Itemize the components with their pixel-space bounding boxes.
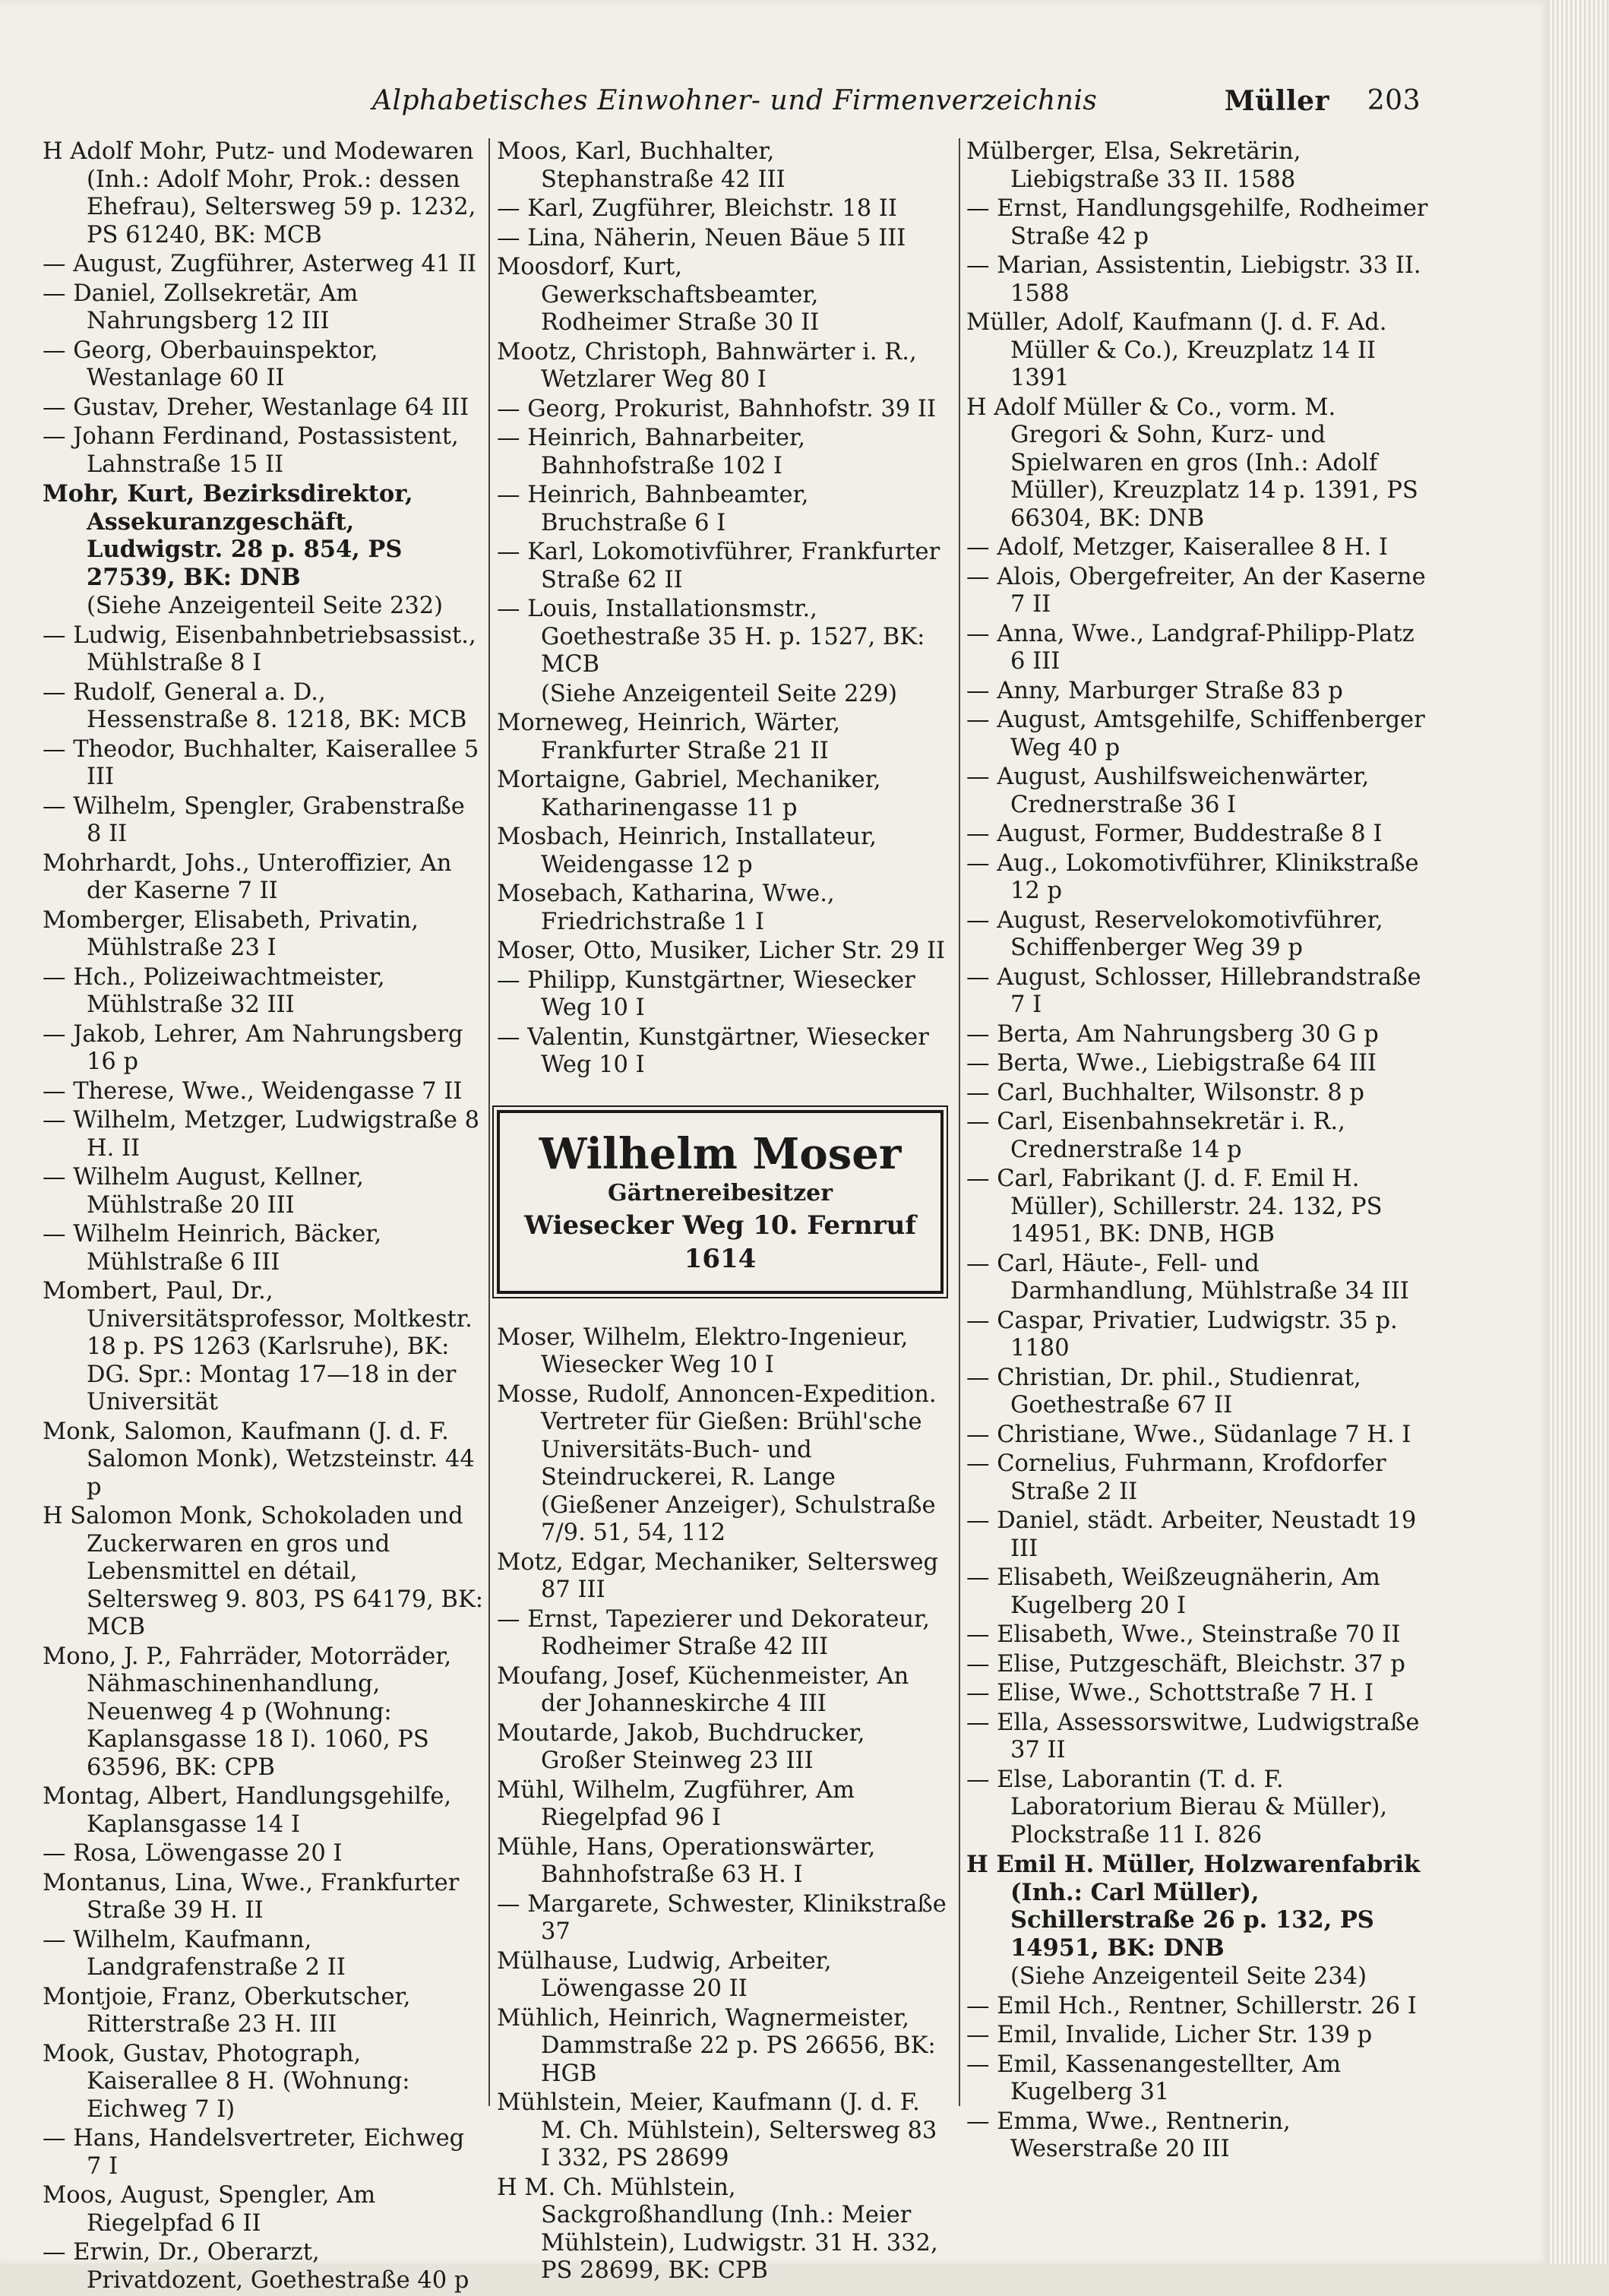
directory-entry: Moos, Karl, Buchhalter, Stephanstraße 42 III (497, 138, 786, 193)
directory-entry: — Elise, Putzgeschäft, Bleichstr. 37 p (966, 1650, 1405, 1678)
directory-entry: — Rosa, Löwengasse 20 I (43, 1840, 343, 1867)
directory-entry: — Adolf, Metzger, Kaiserallee 8 H. I (966, 534, 1388, 561)
directory-entry: Mühle, Hans, Operationswärter, Bahnhofstraße 63 H. I (497, 1833, 876, 1888)
directory-entry: — Caspar, Privatier, Ludwigstr. 35 p. 1180 (966, 1307, 1398, 1361)
directory-entry: Mortaigne, Gabriel, Mechaniker, Katharinengasse 11 p (497, 767, 881, 821)
directory-entry: — Berta, Wwe., Liebigstraße 64 III (966, 1050, 1377, 1077)
directory-entry: — Elise, Wwe., Schottstraße 7 H. I (966, 1680, 1374, 1706)
directory-entry: — Heinrich, Bahnarbeiter, Bahnhofstraße 102 I (497, 425, 805, 479)
directory-entry: — Georg, Prokurist, Bahnhofstr. 39 II (497, 395, 936, 422)
directory-entry: — Louis, Installationsmstr., Goethestraße 35 H. p. 1527, BK: MCB (497, 596, 925, 678)
directory-entry: — Erwin, Dr., Oberarzt, Privatdozent, Goethestraße 40 p (43, 2239, 469, 2294)
directory-entry: — Karl, Zugführer, Bleichstr. 18 II (497, 195, 897, 222)
directory-entry: Mühl, Wilhelm, Zugführer, Am Riegelpfad 96 I (497, 1776, 855, 1831)
page-edges (1550, 0, 1609, 2264)
directory-entry: — August, Reservelokomotivführer, Schiffenberger Weg 39 p (966, 906, 1383, 961)
directory-entry: — Rudolf, General a. D., Hessenstraße 8. 1218, BK: MCB (43, 678, 467, 733)
directory-entry: — Lina, Näherin, Neuen Bäue 5 III (497, 224, 906, 251)
directory-entry: — Georg, Oberbauinspektor, Westanlage 60 II (43, 337, 378, 391)
directory-entry: — Wilhelm Heinrich, Bäcker, Mühlstraße 6 III (43, 1221, 382, 1276)
directory-entry: — Wilhelm, Kaufmann, Landgrafenstraße 2 II (43, 1926, 346, 1981)
directory-entry: Moser, Otto, Musiker, Licher Str. 29 II (497, 938, 946, 964)
directory-entry: — Daniel, städt. Arbeiter, Neustadt 19 III (966, 1507, 1417, 1562)
directory-entry: — Jakob, Lehrer, Am Nahrungsberg 16 p (43, 1020, 463, 1075)
directory-entry: — Berta, Am Nahrungsberg 30 G p (966, 1020, 1379, 1048)
directory-entry: Morneweg, Heinrich, Wärter, Frankfurter Straße 21 II (497, 710, 841, 764)
column-divider (959, 138, 960, 2106)
directory-entry: — Marian, Assistentin, Liebigstr. 33 II. 1588 (966, 252, 1421, 307)
directory-entry: — Cornelius, Fuhrmann, Krofdorfer Straße 2 II (966, 1450, 1386, 1505)
directory-entry: — Theodor, Buchhalter, Kaiserallee 5 III (43, 735, 479, 790)
ad-name: Wilhelm Moser (539, 1128, 902, 1179)
directory-entry: — Carl, Häute-, Fell- und Darmhandlung, Mühlstraße 34 III (966, 1250, 1409, 1305)
directory-entry: — Emma, Wwe., Rentnerin, Weserstraße 20 III (966, 2108, 1291, 2162)
directory-entry: Müller, Adolf, Kaufmann (J. d. F. Ad. Müller & Co.), Kreuzplatz 14 II 1391 (966, 309, 1387, 391)
directory-entry: — Philipp, Kunstgärtner, Wiesecker Weg 10 I (497, 966, 915, 1021)
directory-entry: Moos, August, Spengler, Am Riegelpfad 6 II (43, 2182, 376, 2237)
directory-entry: — Heinrich, Bahnbeamter, Bruchstraße 6 I (497, 482, 809, 536)
column-divider (488, 138, 490, 2106)
page-number: 203 (1367, 85, 1421, 116)
directory-entry: Montag, Albert, Handlungsgehilfe, Kaplansgasse 14 I (43, 1783, 452, 1838)
directory-entry: — Anna, Wwe., Landgraf-Philipp-Platz 6 III (966, 620, 1415, 675)
directory-entry: H M. Ch. Mühlstein, Sackgroßhandlung (Inh.: Meier Mühlstein), Ludwigstr. 31 H. 332, PS 28699, BK: CPB (497, 2174, 938, 2284)
directory-entry: — Hans, Handelsvertreter, Eichweg 7 I (43, 2125, 465, 2180)
directory-title: Alphabetisches Einwohner- und Firmenverzeichnis (372, 85, 1098, 116)
directory-entry: — Alois, Obergefreiter, An der Kaserne 7 II (966, 563, 1426, 618)
directory-entry: Monk, Salomon, Kaufmann (J. d. F. Salomon Monk), Wetzsteinstr. 44 p (43, 1418, 475, 1501)
directory-entry: — Hch., Polizeiwachtmeister, Mühlstraße 32 III (43, 963, 385, 1018)
directory-entry: Mülberger, Elsa, Sekretärin, Liebigstraße 33 II. 1588 (966, 138, 1301, 193)
entry-list (43, 138, 483, 2294)
directory-entry: — August, Amtsgehilfe, Schiffenberger Weg 40 p (966, 707, 1425, 761)
directory-entry: — Karl, Lokomotivführer, Frankfurter Straße 62 II (497, 539, 940, 593)
directory-entry: — Emil, Kassenangestellter, Am Kugelberg 31 (966, 2051, 1341, 2105)
advertisement-box (497, 1110, 944, 1294)
directory-entry: (Siehe Anzeigenteil Seite 232) (87, 593, 444, 619)
directory-entry: Mook, Gustav, Photograph, Kaiserallee 8 H. (Wohnung: Eichweg 7 I) (43, 2040, 410, 2123)
directory-entry: Motz, Edgar, Mechaniker, Seltersweg 87 III (497, 1548, 939, 1603)
directory-entry: — Emil Hch., Rentner, Schillerstr. 26 I (966, 1992, 1417, 2019)
directory-entry: — Aug., Lokomotivführer, Klinikstraße 12 p (966, 849, 1419, 904)
directory-entry: Moufang, Josef, Küchenmeister, An der Johanneskirche 4 III (497, 1662, 909, 1717)
column-2 (497, 138, 951, 2287)
directory-entry: Mono, J. P., Fahrräder, Motorräder, Nähmaschinenhandlung, Neuenweg 4 p (Wohnung: Kaplansgasse 18 I). 1060, PS 63596, BK: CPB (43, 1643, 452, 1781)
directory-entry: — Valentin, Kunstgärtner, Wiesecker Weg 10 I (497, 1023, 929, 1078)
ad-address: Wiesecker Weg 10. Fernruf 1614 (524, 1210, 916, 1274)
directory-entry: — Wilhelm August, Kellner, Mühlstraße 20 III (43, 1164, 364, 1219)
directory-entry: — Margarete, Schwester, Klinikstraße 37 (497, 1890, 947, 1945)
entry-list (497, 138, 951, 1080)
directory-entry: — Johann Ferdinand, Postassistent, Lahnstraße 15 II (43, 423, 459, 478)
directory-entry: Mombert, Paul, Dr., Universitätsprofessor, Moltkestr. 18 p. PS 1263 (Karlsruhe), BK: DG. Spr.: Montag 17—18 in der Universität (43, 1278, 473, 1415)
directory-entry: — Wilhelm, Spengler, Grabenstraße 8 II (43, 792, 465, 847)
directory-entry: — August, Aushilfsweichenwärter, Crednerstraße 36 I (966, 764, 1370, 818)
directory-entry: H Adolf Müller & Co., vorm. M. Gregori & Sohn, Kurz- und Spielwaren en gros (Inh.: Adolf Müller), Kreuzplatz 14 p. 1391, PS 66304, BK: DNB (966, 394, 1418, 532)
column-1 (43, 138, 483, 2296)
directory-entry: Mohrhardt, Johs., Unteroffizier, An der Kaserne 7 II (43, 849, 452, 904)
directory-entry: — August, Former, Buddestraße 8 I (966, 821, 1383, 847)
directory-entry: Mühlich, Heinrich, Wagnermeister, Dammstraße 22 p. PS 26656, BK: HGB (497, 2004, 936, 2087)
directory-entry: — Daniel, Zollsekretär, Am Nahrungsberg 12 III (43, 280, 359, 334)
directory-entry: Mosbach, Heinrich, Installateur, Weidengasse 12 p (497, 824, 877, 878)
directory-entry: Mohr, Kurt, Bezirksdirektor, Assekuranzgeschäft, Ludwigstr. 28 p. 854, PS 27539, BK: DNB (43, 480, 413, 591)
directory-entry: — Emil, Invalide, Licher Str. 139 p (966, 2022, 1373, 2048)
directory-entry: Momberger, Elisabeth, Privatin, Mühlstraße 23 I (43, 906, 419, 961)
directory-entry: — Carl, Buchhalter, Wilsonstr. 8 p (966, 1079, 1364, 1106)
directory-entry: Mosebach, Katharina, Wwe., Friedrichstraße 1 I (497, 881, 835, 935)
directory-entry: — Ludwig, Eisenbahnbetriebsassist., Mühlstraße 8 I (43, 621, 476, 676)
directory-entry: — August, Schlosser, Hillebrandstraße 7 I (966, 963, 1421, 1018)
entry-list (966, 138, 1430, 2164)
ad-profession: Gärtnereibesitzer (607, 1179, 833, 1207)
directory-entry: Mosse, Rudolf, Annoncen-Expedition. Vertreter für Gießen: Brühl'sche Universitäts-Buch- und Steindruckerei, R. Lange (Gießener Anzeiger), Schulstraße 7/9. 51, 54, 112 (497, 1380, 937, 1546)
directory-entry: — Ernst, Tapezierer und Dekorateur, Rodheimer Straße 42 III (497, 1605, 930, 1660)
running-head-keyword: Müller (1224, 85, 1329, 117)
directory-entry: — Gustav, Dreher, Westanlage 64 III (43, 394, 469, 421)
directory-entry: Mülhause, Ludwig, Arbeiter, Löwengasse 20 II (497, 1947, 832, 2002)
directory-entry: (Siehe Anzeigenteil Seite 229) (541, 680, 898, 707)
directory-entry: Moutarde, Jakob, Buchdrucker, Großer Steinweg 23 III (497, 1719, 865, 1774)
directory-entry: H Salomon Monk, Schokoladen und Zuckerwaren en gros und Lebensmittel en détail, Seltersweg 9. 803, PS 64179, BK: MCB (43, 1503, 484, 1640)
directory-entry: Mühlstein, Meier, Kaufmann (J. d. F. M. Ch. Mühlstein), Seltersweg 83 I 332, PS 28699 (497, 2089, 937, 2171)
directory-entry: Moser, Wilhelm, Elektro-Ingenieur, Wiesecker Weg 10 I (497, 1324, 909, 1378)
directory-entry: H Adolf Mohr, Putz- und Modewaren (Inh.: Adolf Mohr, Prok.: dessen Ehefrau), Seltersweg 59 p. 1232, PS 61240, BK: MCB (43, 138, 476, 248)
directory-entry: H Emil H. Müller, Holzwarenfabrik (Inh.: Carl Müller), Schillerstraße 26 p. 132, PS 14951, BK: DNB (966, 1851, 1421, 1962)
column-3 (966, 138, 1430, 2165)
directory-entry: — Elisabeth, Wwe., Steinstraße 70 II (966, 1621, 1401, 1648)
directory-entry: — Christiane, Wwe., Südanlage 7 H. I (966, 1421, 1411, 1448)
directory-entry: Mootz, Christoph, Bahnwärter i. R., Wetzlarer Weg 80 I (497, 338, 917, 393)
directory-entry: — Carl, Fabrikant (J. d. F. Emil H. Müller), Schillerstr. 24. 132, PS 14951, BK: DNB, HGB (966, 1165, 1383, 1248)
directory-entry: — Anny, Marburger Straße 83 p (966, 677, 1343, 704)
directory-entry: Montjoie, Franz, Oberkutscher, Ritterstraße 23 H. III (43, 1983, 411, 2038)
directory-entry: — Carl, Eisenbahnsekretär i. R., Crednerstraße 14 p (966, 1108, 1345, 1163)
directory-entry: — Wilhelm, Metzger, Ludwigstraße 8 H. II (43, 1107, 480, 1162)
entry-list (497, 1324, 951, 2285)
directory-entry: — Therese, Wwe., Weidengasse 7 II (43, 1077, 463, 1105)
directory-entry: — August, Zugführer, Asterweg 41 II (43, 251, 477, 277)
directory-entry: — Elisabeth, Weißzeugnäherin, Am Kugelberg 20 I (966, 1564, 1380, 1619)
directory-entry: (Siehe Anzeigenteil Seite 234) (1010, 1963, 1367, 1990)
directory-entry: — Christian, Dr. phil., Studienrat, Goethestraße 67 II (966, 1364, 1361, 1418)
page-header (372, 85, 1421, 126)
directory-entry: — Else, Laborantin (T. d. F. Laboratorium Bierau & Müller), Plockstraße 11 I. 826 (966, 1766, 1388, 1849)
directory-entry: Montanus, Lina, Wwe., Frankfurter Straße 39 H. II (43, 1869, 460, 1924)
directory-entry: Moosdorf, Kurt, Gewerkschaftsbeamter, Rodheimer Straße 30 II (497, 254, 820, 336)
directory-entry: — Ernst, Handlungsgehilfe, Rodheimer Straße 42 p (966, 195, 1428, 250)
directory-entry: — Ella, Assessorswitwe, Ludwigstraße 37 II (966, 1709, 1420, 1763)
